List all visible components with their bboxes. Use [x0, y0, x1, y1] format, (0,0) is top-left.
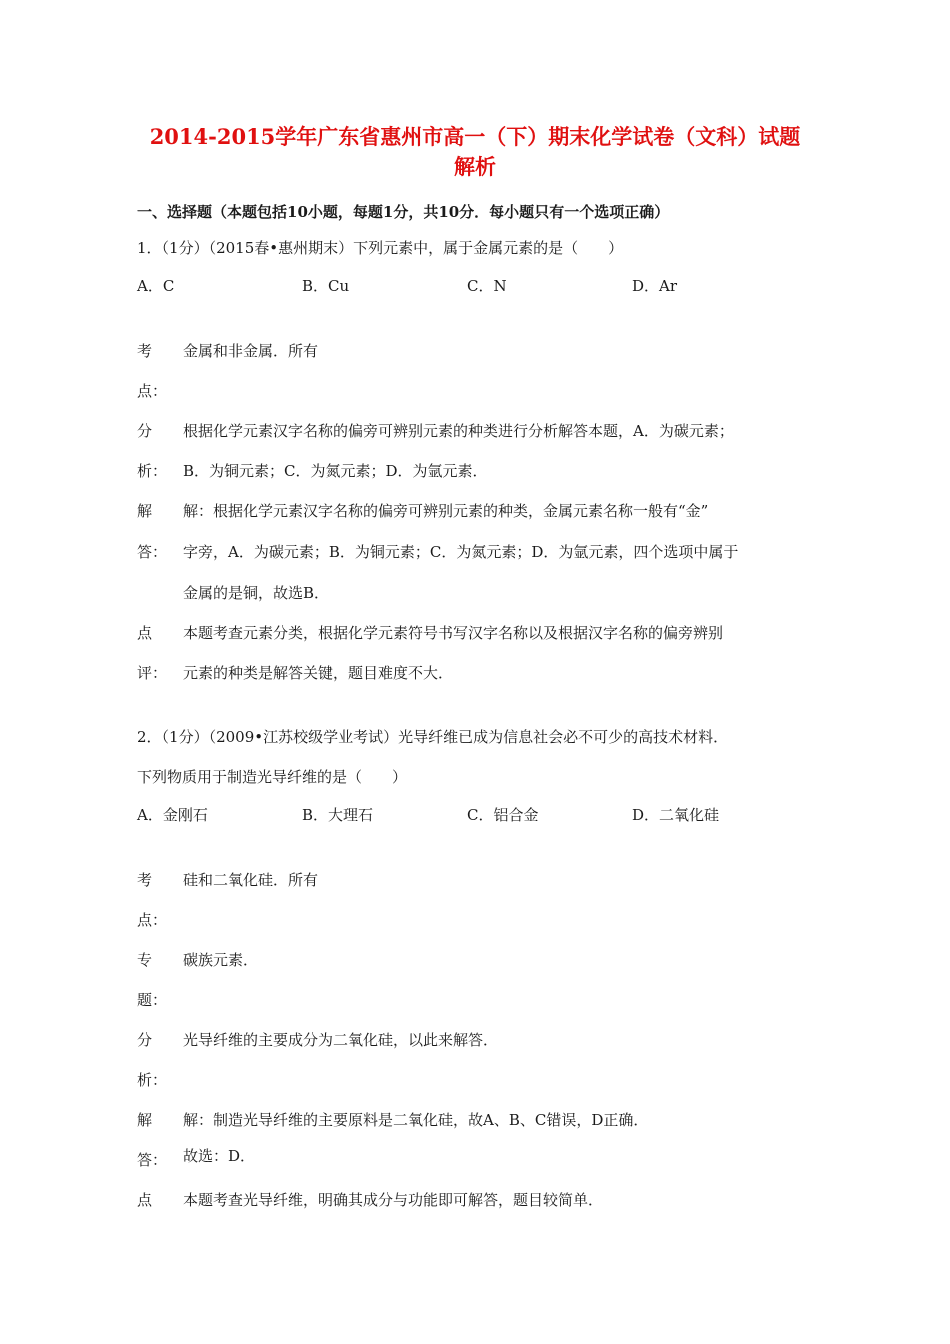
q1-option-a: A．C: [137, 277, 175, 295]
q1-dianping-line1: 本题考查元素分类，根据化学元素符号书写汉字名称以及根据汉字名称的偏旁辨别: [183, 624, 724, 642]
q1-stem: 1．（1分）（2015春•惠州期末）下列元素中，属于金属元素的是（ ）: [137, 239, 624, 257]
q2-zhuanti-label-1: 专: [137, 951, 153, 969]
section-heading: 一、选择题（本题包括10小题，每题1分，共10分．每小题只有一个选项正确）: [137, 203, 670, 221]
q1-jieda-line3: 金属的是铜，故选B．: [183, 584, 330, 602]
q1-fenxi-line2: B．为铜元素；C．为氮元素；D．为氩元素．: [183, 462, 488, 480]
q2-jieda-line2: 故选：D．: [183, 1147, 256, 1165]
q1-kaodian-label-2: 点：: [137, 382, 168, 400]
q2-jieda-label-1: 解: [137, 1111, 153, 1129]
q2-dianping-label-1: 点: [137, 1191, 153, 1209]
q1-jieda-label-1: 解: [137, 502, 153, 520]
q1-kaodian-label-1: 考: [137, 342, 153, 360]
q2-kaodian: 硅和二氧化硅．所有: [183, 871, 319, 889]
q2-option-b: B．大理石: [302, 806, 374, 824]
q1-kaodian: 金属和非金属．所有: [183, 342, 319, 360]
q2-jieda-line1: 解：制造光导纤维的主要原料是二氧化硅，故A、B、C错误，D正确．: [183, 1111, 649, 1129]
q2-option-a: A．金刚石: [137, 806, 208, 824]
q2-option-d: D．二氧化硅: [632, 806, 720, 824]
q1-option-c: C．N: [467, 277, 507, 295]
q2-stem-line1: 2．（1分）（2009•江苏校级学业考试）光导纤维已成为信息社会必不可少的高技术材料．: [137, 728, 729, 746]
q1-dianping-label-2: 评：: [137, 664, 168, 682]
q2-kaodian-label-2: 点：: [137, 911, 168, 929]
q1-fenxi-label-2: 析：: [137, 462, 168, 480]
q2-kaodian-label-1: 考: [137, 871, 153, 889]
q2-fenxi-label-2: 析：: [137, 1071, 168, 1089]
q1-option-b: B．Cu: [302, 277, 350, 295]
q1-option-d: D．Ar: [632, 277, 678, 295]
q2-option-c: C．铝合金: [467, 806, 539, 824]
q2-stem-line2: 下列物质用于制造光导纤维的是（ ）: [137, 768, 408, 786]
q1-fenxi-line1: 根据化学元素汉字名称的偏旁可辨别元素的种类进行分析解答本题，A．为碳元素；: [183, 422, 734, 440]
document-title-line1: 2014-2015学年广东省惠州市高一（下）期末化学试卷（文科）试题: [149, 124, 801, 149]
q1-jieda-line1: 解：根据化学元素汉字名称的偏旁可辨别元素的种类，金属元素名称一般有“金”: [183, 502, 709, 520]
q2-jieda-label-2: 答：: [137, 1151, 168, 1169]
q1-jieda-label-2: 答：: [137, 543, 168, 561]
q2-zhuanti-label-2: 题：: [137, 991, 168, 1009]
q2-zhuanti: 碳族元素．: [183, 951, 259, 969]
q2-fenxi: 光导纤维的主要成分为二氧化硅，以此来解答．: [183, 1031, 499, 1049]
q2-dianping: 本题考查光导纤维，明确其成分与功能即可解答，题目较简单．: [183, 1191, 604, 1209]
q1-fenxi-label-1: 分: [137, 422, 153, 440]
q2-fenxi-label-1: 分: [137, 1031, 153, 1049]
document-title-line2: 解析: [454, 154, 496, 179]
q1-dianping-label-1: 点: [137, 624, 153, 642]
q1-dianping-line2: 元素的种类是解答关键，题目难度不大．: [183, 664, 454, 682]
q1-jieda-line2: 字旁，A．为碳元素；B．为铜元素；C．为氮元素；D．为氩元素，四个选项中属于: [183, 543, 739, 561]
